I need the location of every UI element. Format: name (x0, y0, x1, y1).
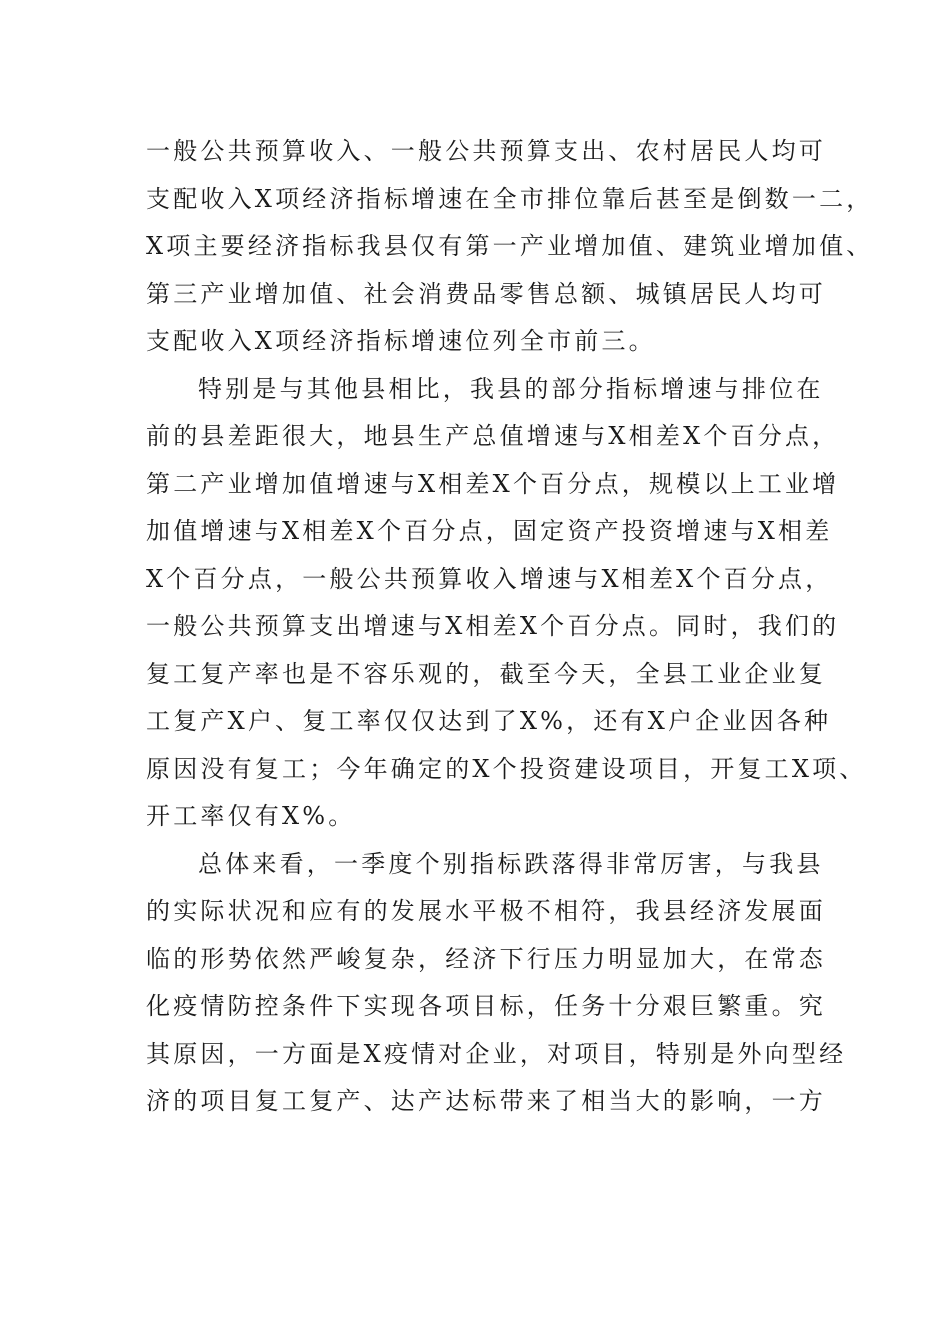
text-line: 复工复产率也是不容乐观的，截至今天，全县工业企业复 (146, 659, 826, 688)
text-line: 第三产业增加值、社会消费品零售总额、城镇居民人均可 (146, 279, 826, 308)
text-line: 的实际状况和应有的发展水平极不相符，我县经济发展面 (146, 897, 826, 925)
paragraph-start-line: 总体来看，一季度个别指标跌落得非常厉害，与我县 (198, 849, 824, 878)
text-line: 加值增速与X相差X个百分点，固定资产投资增速与X相差 (146, 517, 833, 545)
text-line: 济的项目复工复产、达产达标带来了相当大的影响，一方 (146, 1087, 826, 1115)
document-body (146, 128, 874, 1126)
text-line: 第二产业增加值增速与X相差X个百分点，规模以上工业增 (146, 469, 840, 498)
text-line: 工复产X户、复工率仅仅达到了X%，还有X户企业因各种 (146, 707, 832, 735)
text-line: 临的形势依然严峻复杂，经济下行压力明显加大，在常态 (146, 944, 826, 973)
text-line: 化疫情防控条件下实现各项目标，任务十分艰巨繁重。究 (146, 992, 826, 1020)
text-line: 原因没有复工；今年确定的X个投资建设项目，开复工X项、 (146, 754, 867, 783)
text-line: 开工率仅有X%。 (146, 802, 356, 830)
text-line: 一般公共预算支出增速与X相差X个百分点。同时，我们的 (146, 612, 840, 640)
text-line: X个百分点，一般公共预算收入增速与X相差X个百分点， (146, 564, 833, 593)
text-line: 前的县差距很大，地县生产总值增速与X相差X个百分点， (146, 422, 840, 450)
text-line: 一般公共预算收入、一般公共预算支出、农村居民人均可 (146, 137, 826, 165)
text-line: X项主要经济指标我县仅有第一产业增加值、建筑业增加值、 (146, 232, 874, 260)
paragraph-start-line: 特别是与其他县相比，我县的部分指标增速与排位在 (198, 374, 824, 403)
text-line: 其原因，一方面是X疫情对企业，对项目，特别是外向型经 (146, 1039, 847, 1068)
text-line: 支配收入X项经济指标增速在全市排位靠后甚至是倒数一二， (146, 184, 874, 213)
text-line: 支配收入X项经济指标增速位列全市前三。 (146, 327, 656, 355)
